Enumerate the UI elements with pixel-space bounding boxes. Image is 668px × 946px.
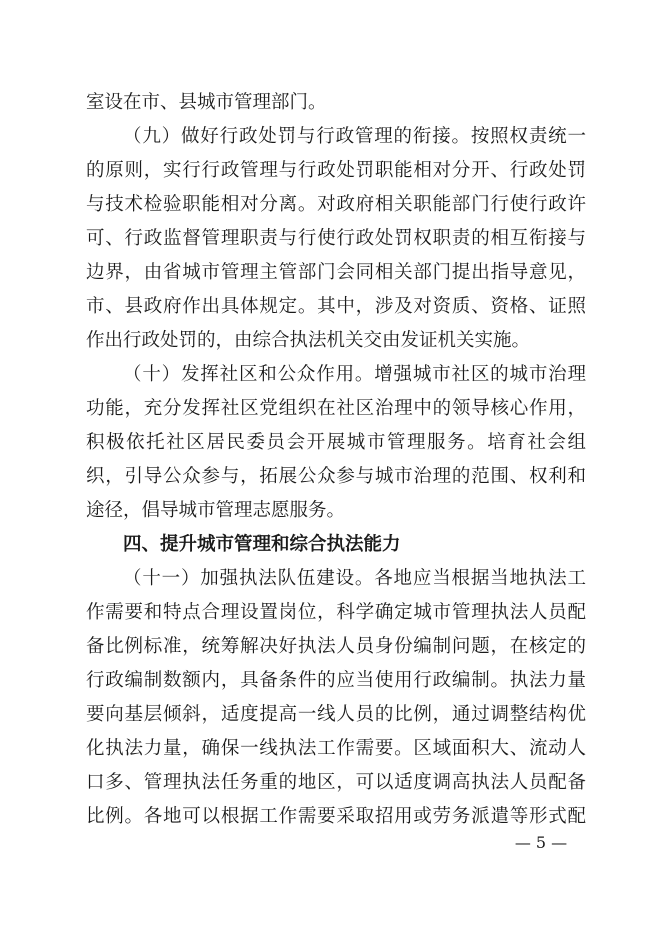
page-number: — 5 — bbox=[514, 833, 568, 852]
body-text bbox=[86, 86, 586, 834]
text-line: 织，引导公众参与，拓展公众参与城市治理的范围、权利和 bbox=[86, 466, 586, 487]
text-line: 作出行政处罚的，由综合执法机关交由发证机关实施。 bbox=[86, 330, 531, 351]
paragraph-9-start: （九）做好行政处罚与行政管理的衔接。按照权责统一 bbox=[123, 126, 586, 147]
text-line: 边界，由省城市管理主管部门会同相关部门提出指导意见， bbox=[86, 262, 586, 283]
section-heading: 四、提升城市管理和综合执法能力 bbox=[123, 534, 401, 555]
text-line: 可、行政监督管理职责与行使行政处罚权职责的相互衔接与 bbox=[86, 228, 586, 249]
paragraph-11-start: （十一）加强执法队伍建设。各地应当根据当地执法工 bbox=[123, 568, 586, 589]
text-line: 备比例标准，统筹解决好执法人员身份编制问题，在核定的 bbox=[86, 636, 586, 657]
text-line: 要向基层倾斜，适度提高一线人员的比例，通过调整结构优 bbox=[86, 704, 586, 725]
text-line: 积极依托社区居民委员会开展城市管理服务。培育社会组 bbox=[86, 432, 586, 453]
text-line: 功能，充分发挥社区党组织在社区治理中的领导核心作用， bbox=[86, 398, 586, 419]
text-line: 与技术检验职能相对分离。对政府相关职能部门行使行政许 bbox=[86, 194, 586, 215]
text-line: 室设在市、县城市管理部门。 bbox=[86, 92, 327, 113]
text-line: 的原则，实行行政管理与行政处罚职能相对分开、行政处罚 bbox=[86, 160, 586, 181]
paragraph-10-start: （十）发挥社区和公众作用。增强城市社区的城市治理 bbox=[123, 364, 586, 385]
text-line: 市、县政府作出具体规定。其中，涉及对资质、资格、证照 bbox=[86, 296, 586, 317]
text-line: 途径，倡导城市管理志愿服务。 bbox=[86, 500, 346, 521]
text-line: 口多、管理执法任务重的地区，可以适度调高执法人员配备 bbox=[86, 772, 586, 793]
text-line: 化执法力量，确保一线执法工作需要。区域面积大、流动人 bbox=[86, 738, 586, 759]
text-line: 比例。各地可以根据工作需要采取招用或劳务派遣等形式配 bbox=[86, 806, 586, 827]
text-line: 行政编制数额内，具备条件的应当使用行政编制。执法力量 bbox=[86, 670, 586, 691]
text-line: 作需要和特点合理设置岗位，科学确定城市管理执法人员配 bbox=[86, 602, 586, 623]
